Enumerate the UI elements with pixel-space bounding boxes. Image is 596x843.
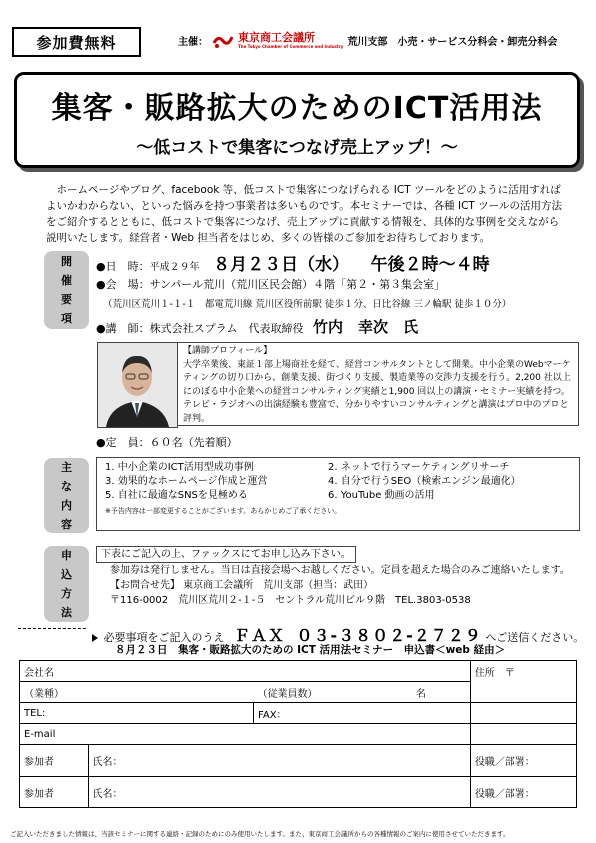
apply-head: 下表にご記入の上、ファックスにてお申し込み下さい。 [96, 546, 356, 563]
fax-field[interactable] [254, 703, 471, 724]
topic-item: 4. 自分で行うSEO（検索エンジン最適化） [328, 476, 521, 487]
topic-item: 1. 中小企業のICT活用型成功事例 [105, 462, 254, 473]
attendee-1-title-label: 役職／部署： [474, 757, 535, 768]
organizer [178, 32, 557, 49]
label-char: 催 [61, 274, 72, 287]
profile-heading: 【講師プロフィール】 [183, 346, 273, 356]
title-box [14, 72, 580, 168]
fax-number: ０３-３８０２-２７２９ [296, 626, 482, 645]
apply-line1: 参加券は発行しません。当日は直接会場へお越しください。定員を超えた場合のみご連絡いたします。 [110, 565, 570, 576]
attendee-2-label: 参加者 [20, 777, 89, 808]
application-form [19, 660, 577, 808]
blank-cell [470, 724, 576, 745]
intro-text: ホームページやブログ、facebook 等、低コストで集客につなげられる ICT ツールをどのように活用すればよいかわからない、といった悩みを持つ事業者は多いものです。本セミナーでは、各種 ICT ツールの活用方法をご紹介するとともに、低コストで集客につなげ、売上アップに貢献する情報を、具体的な事例を交えながら説明いたします。経営者・Web 担当者をはじめ、多くの皆様のご参加をお待ちしております。 [46, 184, 562, 244]
attendee-1-name-field[interactable] [88, 745, 470, 777]
attendee-1-title-field[interactable] [470, 745, 576, 777]
free-admission-badge: 参加費無料 [12, 27, 141, 57]
topic-row [105, 475, 571, 489]
application-form-title: ８月２３日 集客・販路拡大のための ICT 活用法セミナー 申込書＜web 経由＞ [115, 644, 506, 656]
tel-label: TEL: [24, 707, 46, 719]
label-char: 内 [61, 498, 72, 512]
label-char: 容 [61, 517, 72, 531]
lecturer-photo [97, 342, 178, 428]
label-char: 法 [61, 606, 72, 619]
logo-text: 東京商工会議所 [238, 31, 315, 44]
industry-field[interactable] [20, 682, 254, 703]
fax-label: ＦＡＸ [234, 626, 286, 645]
label-char: 申 [61, 549, 72, 562]
topic-row [105, 461, 571, 475]
lecturer-portrait-icon [98, 343, 177, 427]
date-day: ８月２３日（水） [213, 255, 350, 275]
fax-post: へご送信ください。 [485, 631, 585, 644]
address-field[interactable] [470, 661, 576, 703]
date-era: 平成２９年 [149, 262, 200, 273]
employees-unit: 名 [415, 688, 426, 700]
topic-item: 3. 効果的なホームページ作成と運営 [105, 476, 268, 487]
date-line [96, 250, 490, 275]
organizer-branch: 荒川支部 小売・サービス分科会・卸売分科会 [347, 37, 558, 48]
apply-box [96, 546, 580, 624]
label-char: 開 [61, 255, 72, 268]
attendee-1-name-label: 氏名： [92, 757, 123, 768]
privacy-footer: ご記入いただきました情報は、当該セミナーに関する連絡・記録のためにのみ使用いたします。また、東京商工会議所からの各種情報のご案内に使用させていただきます。 [10, 830, 510, 838]
lecturer-company: 株式会社スプラム 代表取締役 [149, 322, 304, 335]
attendee-2-title-label: 役職／部署： [474, 788, 535, 800]
venue-line [96, 276, 445, 292]
topic-item: 5. 自社に最適なSNSを見極める [105, 490, 248, 501]
company-field[interactable] [88, 661, 470, 682]
section-label-overview [44, 251, 89, 329]
venue-text: サンパール荒川（荒川区民会館）４階「第２・第３集会室」 [149, 278, 446, 291]
label-char: 方 [61, 587, 72, 600]
company-label: 会社名 [20, 661, 89, 682]
tel-field[interactable] [20, 703, 254, 724]
label-char: 込 [61, 568, 72, 581]
blank-cell [470, 703, 576, 724]
page-title: 集客・販路拡大のためのICT活用法 [51, 91, 543, 126]
lecturer-label: ●講 師： [96, 322, 150, 335]
venue-label: ●会 場： [96, 278, 150, 291]
apply-address: 〒116-0002 荒川区荒川２-１-５ セントラル荒川ビル９階 TEL.3803-0538 [110, 595, 471, 606]
organizer-label: 主催： [178, 37, 208, 48]
email-label: E-mail [20, 724, 89, 745]
lecturer-profile [177, 342, 579, 426]
section-label-apply [44, 546, 89, 622]
topic-item: 6. YouTube 動画の活用 [328, 490, 435, 501]
label-char: 要 [61, 293, 72, 306]
attendee-2-title-field[interactable] [470, 777, 576, 808]
chamber-logo-icon [212, 33, 234, 49]
apply-contact: 【お問合せ先】 東京商工会議所 荒川支部（担当：武田） [110, 580, 374, 591]
label-char: 項 [61, 312, 72, 325]
topics-note: ※予告内容は一部変更することがございます。あらかじめご了承ください。 [105, 507, 342, 515]
profile-text: 大学卒業後、東証１部上場商社を経て、経営コンサルタントとして開業。中小企業のWebマーケティングの切り口から、創業支援、街づくり支援、製造業等の交渉力支援を行う。2,200 社以上にのぼる中小企業への経営コンサルティング実績と1,900 回以上の講演・セミナー実績を持つ。テレビ・ラジオへの出演経験も豊富で、分かりやすいコンサルティングと講演はプロ中のプロと評判。 [183, 359, 571, 424]
attendee-1-label: 参加者 [20, 745, 89, 777]
fax-field-label: FAX： [258, 709, 287, 721]
topic-item: 2. ネットで行うマーケティングリサーチ [328, 462, 510, 473]
date-label: ●日 時： [96, 260, 150, 273]
label-char: な [61, 479, 72, 493]
venue-address: （荒川区荒川１-１-１ 都電荒川線 荒川区役所前駅 徒歩１分、日比谷線 三ノ輪駅 徒歩１０分） [103, 299, 512, 310]
page-subtitle: ～低コストで集客につなげ売上アップ！～ [136, 138, 458, 158]
chamber-logo [238, 32, 343, 49]
section-label-content [44, 458, 89, 533]
address-label: 住所 〒 [474, 668, 515, 679]
email-field[interactable] [88, 724, 470, 745]
topics-box [96, 457, 580, 531]
attendee-2-name-label: 氏名： [92, 788, 123, 800]
industry-label: （業種） [24, 688, 64, 700]
logo-sub: The Tokyo Chamber of Commerce and Industry [238, 44, 344, 49]
employees-label: （従業員数） [257, 688, 318, 700]
capacity-line [96, 434, 238, 450]
capacity-value: ６０名（先着順） [149, 436, 238, 449]
lecturer-line [96, 316, 418, 337]
arrow-right-icon [92, 634, 98, 642]
employees-field[interactable] [254, 682, 471, 703]
fax-pre: 必要事項をご記入のうえ [103, 631, 225, 644]
capacity-label: ●定 員： [96, 436, 150, 449]
date-time: 午後２時～４時 [370, 255, 490, 275]
lecturer-name: 竹内 幸次 氏 [313, 318, 419, 336]
attendee-2-name-field[interactable] [88, 777, 470, 808]
topic-row [105, 489, 571, 503]
label-char: 主 [61, 460, 72, 474]
